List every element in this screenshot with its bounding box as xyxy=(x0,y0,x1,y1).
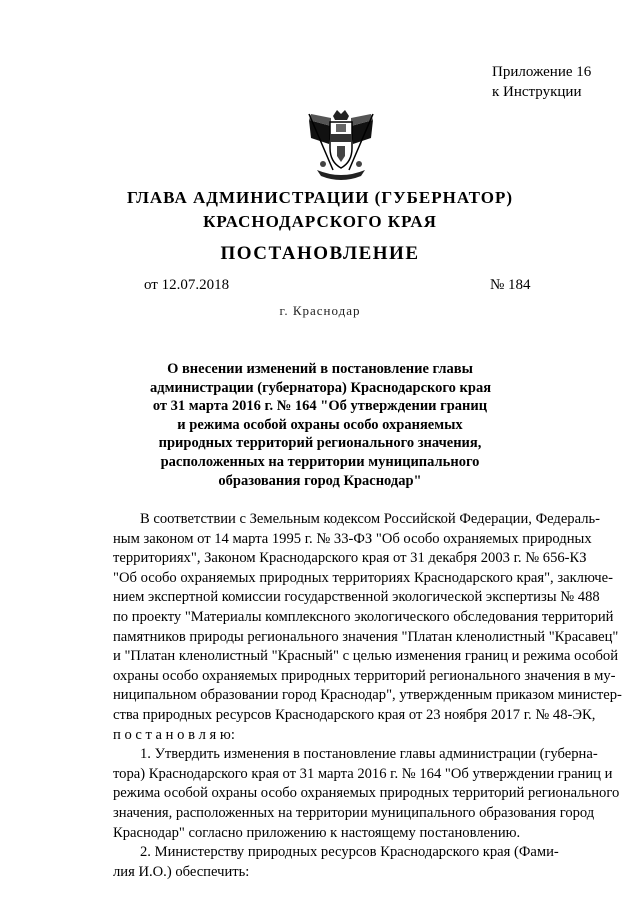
annex-reference xyxy=(492,62,591,102)
body-line: по проекту "Материалы комплексного экологического обследования территорий xyxy=(113,608,614,625)
subject-line: расположенных на территории муниципального xyxy=(160,453,480,470)
subject-line: образования город Краснодар" xyxy=(218,472,422,489)
document-subject xyxy=(150,360,490,490)
body-line: Краснодар" согласно приложению к настоящему постановлению. xyxy=(113,824,521,841)
body-line: "Об особо охраняемых природных территориях Краснодарского края", заключе- xyxy=(113,569,613,586)
item-2-paragraph xyxy=(113,843,559,882)
body-line: ным законом от 14 марта 1995 г. № 33-ФЗ "Об особо охраняемых природных xyxy=(113,530,592,547)
annex-line-1: Приложение 16 xyxy=(492,64,592,80)
body-line: режима особой охраны особо охраняемых природных территорий регионального xyxy=(113,785,620,802)
body-line: нием экспертной комиссии государственной экологической экспертизы № 488 xyxy=(113,589,600,606)
body-line: ниципальном образовании город Краснодар", утвержденным приказом министер- xyxy=(113,687,622,704)
body-line: В соответствии с Земельным кодексом Российской Федерации, Федераль- xyxy=(140,511,600,527)
body-line: 2. Министерству природных ресурсов Краснодарского края (Фами- xyxy=(140,844,559,861)
document-number: № 184 xyxy=(490,277,531,293)
body-line: территориях", Законом Краснодарского края от 31 декабря 2003 г. № 656-КЗ xyxy=(113,550,587,567)
body-line: ства природных ресурсов Краснодарского края от 23 ноября 2017 г. № 48-ЭК, xyxy=(113,706,596,723)
krasnodar-coat-of-arms-icon xyxy=(303,110,379,182)
subject-line: и режима особой охраны особо охраняемых xyxy=(177,416,463,433)
document-date: от 12.07.2018 xyxy=(144,277,230,293)
item-1-paragraph xyxy=(113,745,620,843)
body-line: п о с т а н о в л я ю: xyxy=(113,726,235,743)
subject-line: О внесении изменений в постановление главы xyxy=(167,361,473,377)
subject-line: природных территорий регионального значения, xyxy=(158,435,482,452)
annex-line-2: к Инструкции xyxy=(492,84,582,100)
body-line: тора) Краснодарского края от 31 марта 2016 г. № 164 "Об утверждении границ и xyxy=(113,765,613,782)
document-body xyxy=(113,510,622,882)
subject-line: администрации (губернатора) Краснодарского края xyxy=(150,379,492,396)
subject-line: от 31 марта 2016 г. № 164 "Об утверждении границ xyxy=(152,398,488,415)
body-line: значения, расположенных на территории муниципального образования город xyxy=(113,804,595,821)
issuer-title-line-2: КРАСНОДАРСКОГО КРАЯ xyxy=(203,212,437,231)
document-type: ПОСТАНОВЛЕНИЕ xyxy=(220,243,420,264)
body-line: лия И.О.) обеспечить: xyxy=(113,863,250,880)
preamble-paragraph xyxy=(113,510,622,745)
body-line: 1. Утвердить изменения в постановление главы администрации (губерна- xyxy=(140,746,598,763)
issuer-title-line-1: ГЛАВА АДМИНИСТРАЦИИ (ГУБЕРНАТОР) xyxy=(126,188,513,207)
body-line: памятников природы регионального значения "Платан кленолистный "Красавец" xyxy=(113,628,619,645)
body-line: охраны особо охраняемых природных территорий регионального значения в му- xyxy=(113,667,616,684)
document-city: г. Краснодар xyxy=(279,303,361,318)
body-line: и "Платан кленолистный "Красный" с целью изменения границ и режима особой xyxy=(113,648,619,665)
